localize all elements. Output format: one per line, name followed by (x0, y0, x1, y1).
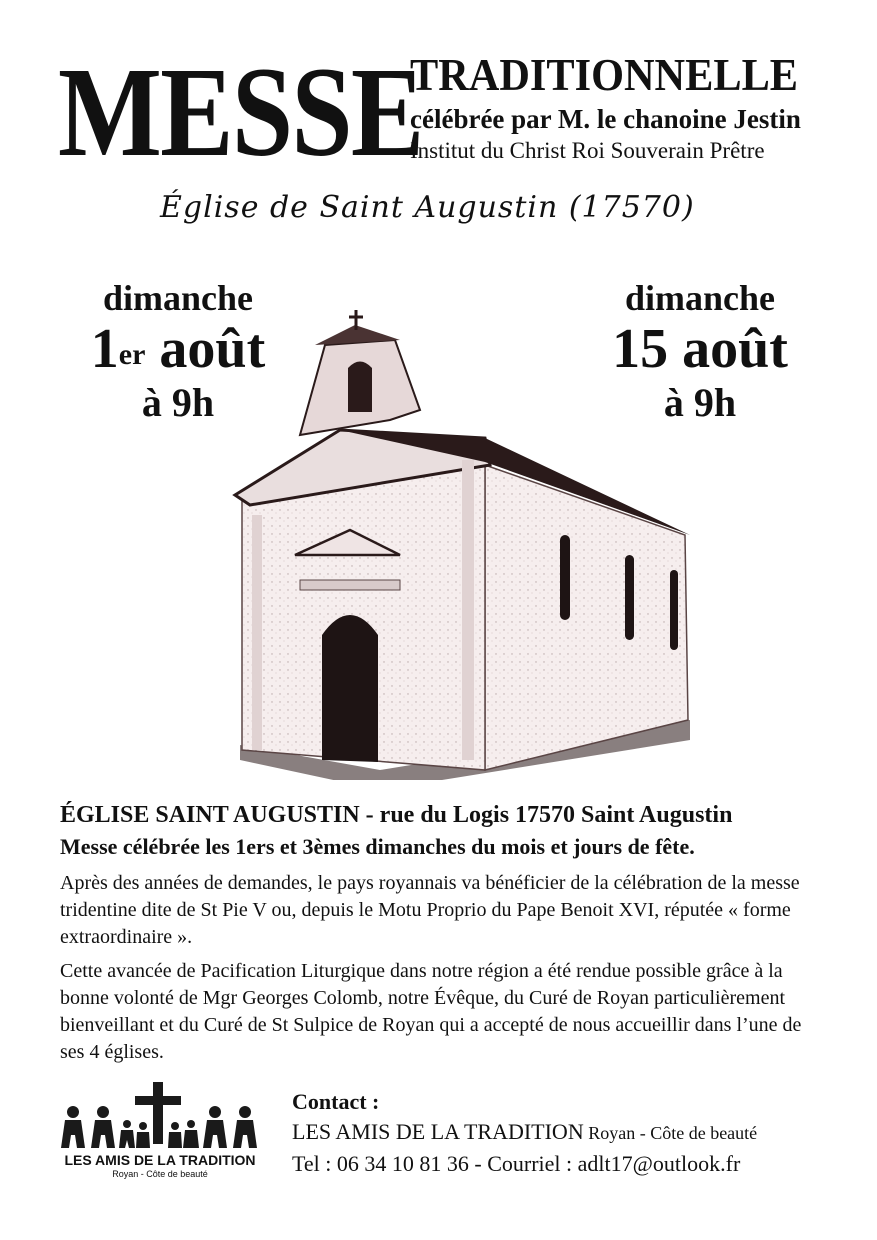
paragraph: Cette avancée de Pacification Liturgique dans notre région a été rendue possible grâce à la bonne volonté de Mgr Georges Colomb, notre Évêque, du Curé de Royan particulièrement bienveillant et du Curé de St Sulpice de Royan qui a accepté de nous accueillir dans l’une de ses 4 églises. (60, 960, 802, 1063)
schedule-line: Messe célébrée les 1ers et 3èmes dimanches du mois et jours de fête. (60, 834, 695, 859)
contact-org-suffix: Royan - Côte de beauté (583, 1123, 758, 1143)
date-month: août (668, 318, 788, 380)
date-month: août (145, 318, 266, 380)
location-script: Église de Saint Augustin (17570) (160, 190, 695, 225)
date-time: à 9h (663, 380, 737, 425)
address-title: ÉGLISE SAINT AUGUSTIN - rue du Logis 17570 Saint Augustin (60, 802, 733, 828)
date-superscript: er (118, 338, 146, 371)
church-illustration (230, 300, 700, 780)
logo-name: LES AMIS DE LA TRADITION (64, 1152, 256, 1168)
big-title: MESSE (58, 41, 423, 183)
subtitle: TRADITIONNELLE (410, 49, 799, 100)
date-time: à 9h (141, 380, 215, 425)
date-day: dimanche (624, 278, 775, 318)
date-number: 1 (90, 318, 119, 380)
institute-line: Institut du Christ Roi Souverain Prêtre (410, 138, 765, 163)
contact-line[interactable]: Tel : 06 34 10 81 36 - Courriel : adlt17@outlook.fr (292, 1151, 741, 1176)
contact-label: Contact : (292, 1089, 380, 1114)
contact-org-name: LES AMIS DE LA TRADITION (292, 1119, 584, 1144)
date-day: dimanche (102, 278, 253, 318)
logo-tagline: Royan - Côte de beauté (112, 1169, 208, 1179)
contact-org (292, 1118, 757, 1147)
celebrant-line: célébrée par M. le chanoine Jestin (410, 104, 801, 134)
paragraph: Après des années de demandes, le pays royannais va bénéficier de la célébration de la messe tridentine dite de St Pie V ou, depuis le Motu Proprio du Pape Benoit XVI, réputée « forme extraordinaire ». (60, 872, 800, 948)
date-number: 15 (612, 318, 669, 380)
